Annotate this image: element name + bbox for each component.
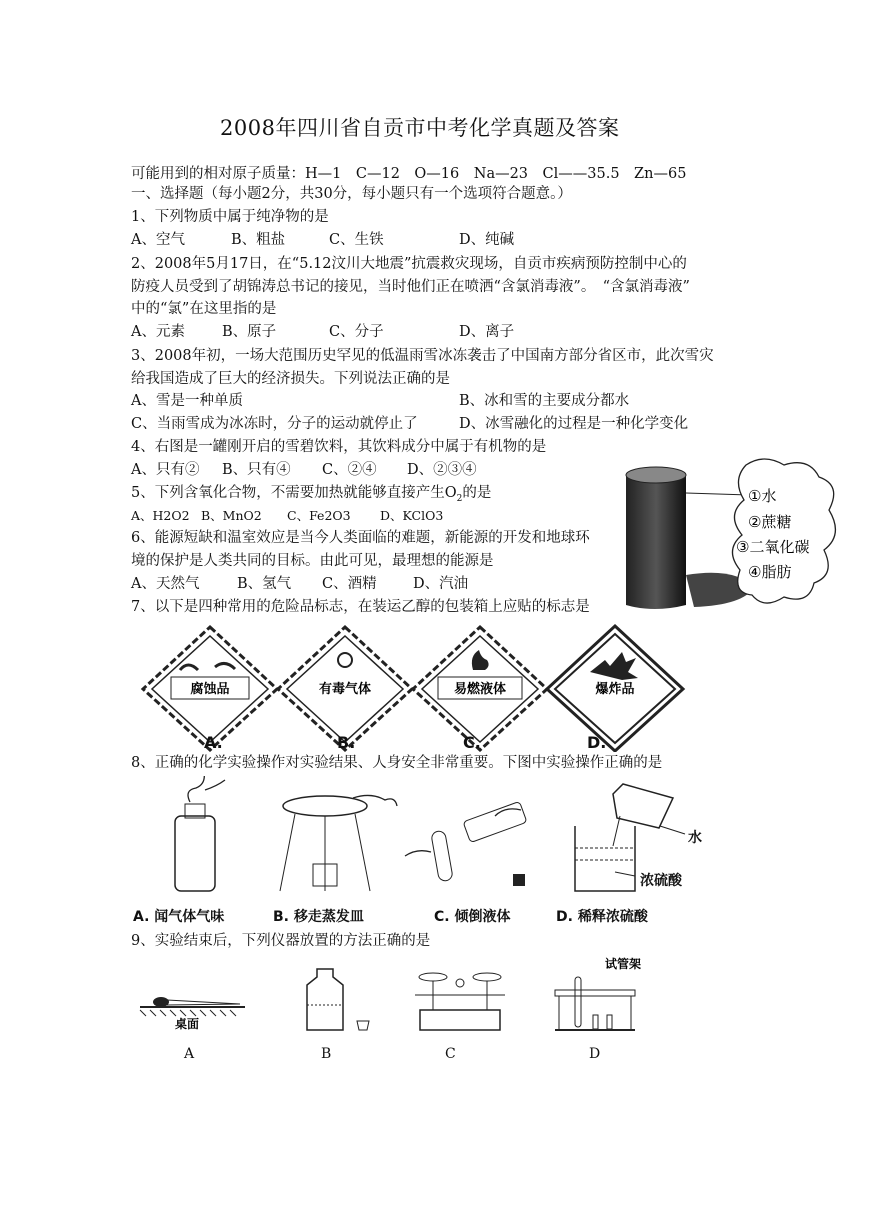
q5-option-b: B、MnO2 — [201, 508, 262, 523]
q5-option-c: C、Fe2O3 — [287, 508, 351, 523]
reagent-bottle-icon-b — [307, 969, 343, 1030]
q2-option-c: C、分子 — [329, 324, 384, 340]
label-water: 水 — [688, 830, 702, 846]
q8-fig-evaporating-dish — [280, 795, 397, 891]
q7-letter-a: A. — [204, 733, 223, 752]
q6-option-c: C、酒精 — [322, 576, 377, 592]
q9-letter-c: C — [445, 1046, 456, 1062]
can-body — [626, 475, 686, 609]
q6-line1: 6、能源短缺和温室效应是当今人类面临的难题，新能源的开发和地球环 — [131, 530, 590, 546]
sign-label-toxic: 有毒气体 — [318, 682, 372, 697]
corrosive-icon — [180, 663, 235, 670]
pointer-line — [686, 493, 749, 495]
test-tube-icon — [431, 830, 453, 882]
can-label-co2: ③二氧化碳 — [736, 538, 810, 556]
dropper-icon — [167, 1000, 240, 1005]
q3-option-a: A、雪是一种单质 — [131, 393, 243, 409]
sign-label-explosive: 爆炸品 — [595, 682, 635, 697]
q6-option-a: A、天然气 — [131, 576, 200, 592]
can-label-water: ①水 — [748, 487, 777, 505]
page-title: 2008年四川省自贡市中考化学真题及答案 — [220, 116, 620, 140]
q9-stem: 9、实验结束后，下列仪器放置的方法正确的是 — [131, 933, 431, 949]
q7-letter-b: B. — [337, 733, 356, 752]
q3-line2: 给我国造成了巨大的经济损失。下列说法正确的是 — [131, 371, 450, 387]
q5-stem-text: 5、下列含氧化合物，不需要加热就能够直接产生O — [131, 485, 457, 501]
q3-line1: 3、2008年初，一场大范围历史罕见的低温雨雪冰冻袭击了中国南方部分省区市，此次雪灾 — [131, 348, 714, 364]
q9-letter-d: D — [589, 1046, 601, 1062]
q8-fig-pour-liquid — [405, 801, 527, 886]
hand-icon — [188, 776, 225, 802]
q2-option-d: D、离子 — [459, 324, 515, 340]
q4-option-c: C、②④ — [322, 462, 377, 478]
q7-letter-c: C. — [463, 733, 481, 752]
q9-fig-test-tube-rack — [555, 956, 641, 1030]
q5-stem-sub: 2 — [456, 493, 463, 504]
q4-option-a: A、只有② — [131, 462, 200, 478]
explosion-icon — [590, 652, 638, 680]
q9-fig-dropper — [140, 997, 245, 1031]
q8-stem: 8、正确的化学实验操作对实验结果、人身安全非常重要。下图中实验操作正确的是 — [131, 755, 663, 771]
q9-letter-b: B — [321, 1046, 332, 1062]
callout-cloud — [732, 459, 835, 603]
q6-line2: 境的保护是人类共同的目标。由此可见，最理想的能源是 — [131, 553, 494, 569]
q2-line3: 中的“氯”在这里指的是 — [131, 301, 277, 317]
q9-letter-a: A — [184, 1046, 195, 1062]
q8-caption-a: A. 闻气体气味 — [133, 909, 225, 925]
desk-label: 桌面 — [175, 1017, 200, 1031]
test-tube-rack-icon — [555, 990, 635, 996]
sign-label-flammable: 易燃液体 — [453, 682, 507, 697]
sprite-can-figure — [614, 455, 849, 615]
q5-stem-tail: 的是 — [462, 485, 492, 501]
q1-option-c: C、生铁 — [329, 232, 384, 248]
hazard-sign-corrosive — [143, 627, 277, 750]
evaporating-dish-icon — [283, 796, 367, 816]
q3-option-d: D、冰雪融化的过程是一种化学变化 — [459, 416, 689, 432]
label-conc-sulfuric-acid: 浓硫酸 — [640, 873, 682, 889]
q8-caption-b: B. 移走蒸发皿 — [273, 909, 364, 925]
q4-option-d: D、②③④ — [407, 462, 477, 478]
can-label-fat: ④脂肪 — [748, 563, 792, 581]
q4-stem: 4、右图是一罐刚开启的雪碧饮料，其饮料成分中属于有机物的是 — [131, 439, 547, 455]
test-tube-icon-d — [575, 977, 581, 1027]
q9-fig-balance — [415, 973, 505, 1030]
skull-icon — [338, 653, 352, 667]
q8-caption-c: C. 倾倒液体 — [434, 909, 511, 925]
can-top — [626, 467, 686, 483]
q2-option-b: B、原子 — [222, 324, 277, 340]
q2-option-a: A、元素 — [131, 324, 185, 340]
q3-option-c: C、当雨雪成为冰冻时，分子的运动就停止了 — [131, 416, 418, 432]
gas-bottle-icon — [175, 816, 215, 891]
stopper-icon — [357, 1021, 369, 1030]
sign-label-corrosive: 腐蚀品 — [190, 682, 230, 697]
balance-icon — [420, 1010, 500, 1030]
q4-option-b: B、只有④ — [222, 462, 291, 478]
beaker-icon — [575, 826, 635, 891]
q3-option-b: B、冰和雪的主要成分都水 — [459, 393, 630, 409]
section-heading: 一、选择题（每小题2分，共30分，每小题只有一个选项符合题意。） — [131, 186, 572, 202]
can-label-sucrose: ②蔗糖 — [748, 513, 792, 531]
q1-option-d: D、纯碱 — [459, 232, 515, 248]
q9-figures — [135, 955, 655, 1040]
q5-stem — [131, 484, 491, 508]
hazard-sign-flammable — [413, 627, 547, 750]
hazard-sign-toxic-gas — [278, 627, 412, 750]
q1-stem: 1、下列物质中属于纯净物的是 — [131, 209, 329, 225]
hazard-sign-explosive — [547, 626, 683, 751]
atomic-masses: 可能用到的相对原子质量：H—1 C—12 O—16 Na—23 Cl——35.5 Zn—65 — [131, 166, 687, 182]
q1-option-b: B、粗盐 — [231, 232, 286, 248]
q5-option-d: D、KClO3 — [380, 508, 444, 523]
q7-stem: 7、以下是四种常用的危险品标志，在装运乙醇的包装箱上应贴的标志是 — [131, 599, 590, 615]
reagent-bottle-icon — [463, 801, 527, 842]
q9-fig-reagent-bottle — [307, 969, 369, 1030]
q2-line1: 2、2008年5月17日，在“5.12汶川大地震”抗震救灾现场，自贡市疾病预防控制中心的 — [131, 256, 687, 272]
q6-option-d: D、汽油 — [413, 576, 469, 592]
pouring-beaker-icon — [613, 784, 673, 828]
flame-icon — [472, 650, 489, 670]
q8-caption-d: D. 稀释浓硫酸 — [556, 909, 648, 925]
q8-fig-smell-gas — [175, 776, 225, 891]
q2-line2: 防疫人员受到了胡锦涛总书记的接见，当时他们正在喷洒“含氯消毒液”。 “含氯消毒液” — [131, 279, 690, 295]
rack-label: 试管架 — [605, 957, 642, 971]
q1-option-a: A、空气 — [131, 232, 185, 248]
bottle-stopper-icon — [513, 874, 525, 886]
q5-option-a: A、H2O2 — [131, 508, 190, 523]
q6-option-b: B、氢气 — [237, 576, 292, 592]
q7-letter-d: D. — [587, 733, 607, 752]
